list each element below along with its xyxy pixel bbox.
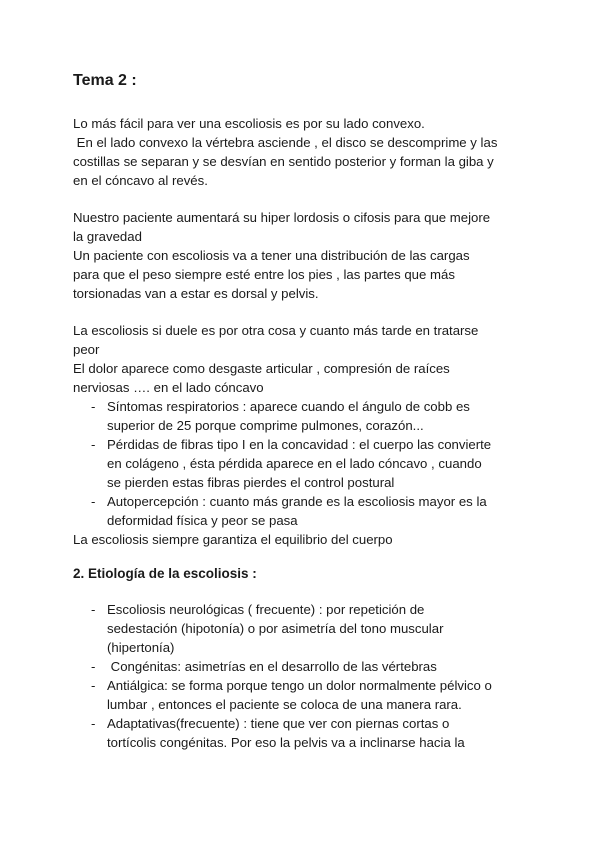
list-item <box>73 397 533 435</box>
text-line: en el cóncavo al revés. <box>73 173 208 188</box>
list-item <box>73 600 533 657</box>
text-line: En el lado convexo la vértebra asciende , el disco se descomprime y las <box>73 135 498 150</box>
text-line: en colágeno , ésta pérdida aparece en el lado cóncavo , cuando <box>107 456 482 471</box>
list-item <box>73 435 533 492</box>
symptoms-list <box>73 397 533 530</box>
text-line: La escoliosis siempre garantiza el equilibrio del cuerpo <box>73 532 393 547</box>
list-item <box>73 714 533 752</box>
text-line: tortícolis congénitas. Por eso la pelvis va a inclinarse hacia la <box>107 735 465 750</box>
text-line: Un paciente con escoliosis va a tener una distribución de las cargas <box>73 248 470 263</box>
list-item <box>73 657 533 676</box>
text-line: la gravedad <box>73 229 142 244</box>
etiology-list <box>73 600 533 752</box>
text-line: - Síntomas respiratorios : aparece cuando el ángulo de cobb es <box>107 399 470 414</box>
text-line: nerviosas …. en el lado cóncavo <box>73 380 264 395</box>
section-etiology <box>73 600 533 752</box>
text-line: - Escoliosis neurológicas ( frecuente) : por repetición de <box>107 602 425 617</box>
list-item <box>73 492 533 530</box>
text-line: - Autopercepción : cuanto más grande es la escoliosis mayor es la <box>107 494 487 509</box>
text-line: - Antiálgica: se forma porque tengo un dolor normalmente pélvico o <box>107 678 492 693</box>
text-line: sedestación (hipotonía) o por asimetría del tono muscular <box>107 621 444 636</box>
text-line: superior de 25 porque comprime pulmones, corazón... <box>107 418 424 433</box>
section-heading-etiology: 2. Etiología de la escoliosis : <box>73 566 257 581</box>
paragraph-load-distribution <box>73 208 533 303</box>
text-line: costillas se separan y se desvían en sentido posterior y forman la giba y <box>73 154 494 169</box>
text-line: - Pérdidas de fibras tipo I en la concavidad : el cuerpo las convierte <box>107 437 492 452</box>
text-line: lumbar , entonces el paciente se coloca de una manera rara. <box>107 697 462 712</box>
list-item <box>73 676 533 714</box>
text-line: - Adaptativas(frecuente) : tiene que ver con piernas cortas o <box>107 716 450 731</box>
text-line: deformidad física y peor se pasa <box>107 513 298 528</box>
text-line: La escoliosis si duele es por otra cosa y cuanto más tarde en tratarse <box>73 323 479 338</box>
paragraph-convex-side <box>73 114 533 190</box>
text-line: El dolor aparece como desgaste articular , compresión de raíces <box>73 361 450 376</box>
page-title: Tema 2 : <box>73 72 137 89</box>
text-line: torsionadas van a estar es dorsal y pelvis. <box>73 286 319 301</box>
text-line: (hipertonía) <box>107 640 175 655</box>
text-line: Lo más fácil para ver una escoliosis es por su lado convexo. <box>73 116 425 131</box>
text-line: - Congénitas: asimetrías en el desarrollo de las vértebras <box>107 659 437 674</box>
text-line: peor <box>73 342 100 357</box>
section-pain <box>73 321 533 549</box>
text-line: para que el peso siempre esté entre los pies , las partes que más <box>73 267 455 282</box>
text-line: Nuestro paciente aumentará su hiper lordosis o cifosis para que mejore <box>73 210 491 225</box>
text-line: se pierden estas fibras pierdes el control postural <box>107 475 395 490</box>
